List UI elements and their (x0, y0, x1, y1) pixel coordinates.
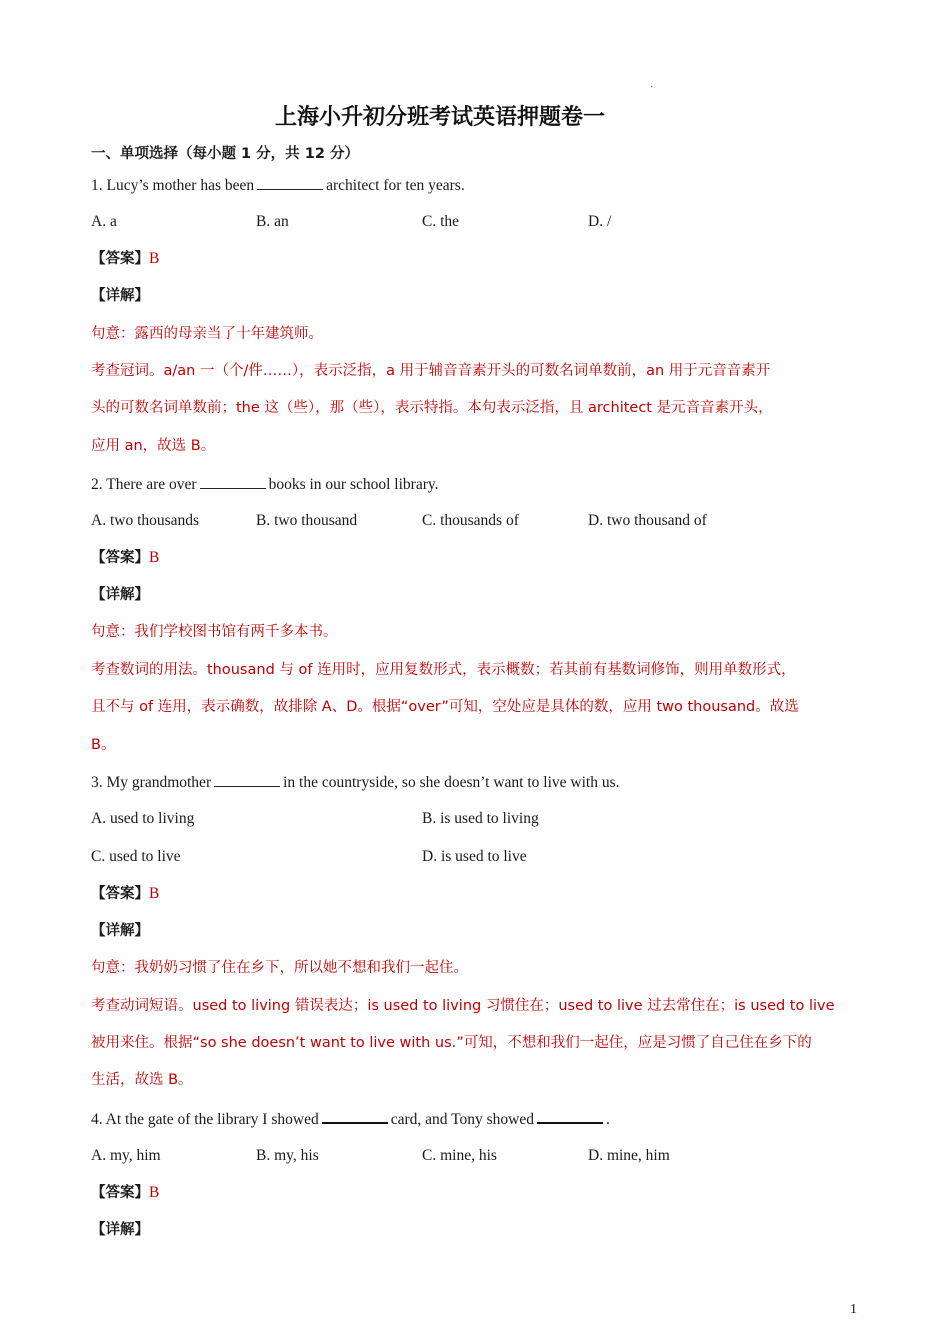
q1-option-a: A. a (91, 213, 117, 230)
q3-explanation-line: 考查动词短语。used to living 错误表达；is used to living 习惯住在；used to live 过去常住在；is used to live (91, 998, 835, 1014)
q4-answer: 【答案】B (91, 1184, 160, 1201)
q1-explanation-line: 头的可数名词单数前；the 这（些），那（些），表示特指。本句表示泛指，且 architect 是元音音素开头， (91, 400, 773, 416)
question-1-stem: 1. Lucy’s mother has been architect for ten years. (91, 177, 465, 194)
q2-meaning: 句意：我们学校图书馆有两千多本书。 (91, 624, 338, 640)
q2-explanation-line: 考查数词的用法。thousand 与 of 连用时，应用复数形式，表示概数；若其前有基数词修饰，则用单数形式， (91, 662, 796, 678)
q2-option-b: B. two thousand (256, 512, 358, 529)
q1-meaning: 句意：露西的母亲当了十年建筑师。 (91, 326, 323, 342)
question-2-stem: 2. There are over books in our school library. (91, 476, 439, 493)
q1-option-c: C. the (422, 213, 460, 230)
q4-detail-label: 【详解】 (91, 1222, 149, 1238)
q3-answer: 【答案】B (91, 885, 160, 902)
q2-answer: 【答案】B (91, 549, 160, 566)
q3-meaning: 句意：我奶奶习惯了住在乡下，所以她不想和我们一起住。 (91, 960, 468, 976)
q3-explanation-line: 生活，故选 B。 (91, 1072, 193, 1088)
q1-explanation-line: 应用 an，故选 B。 (91, 438, 216, 454)
q4-option-a: A. my, him (91, 1147, 161, 1164)
q3-option-d: D. is used to live (422, 848, 527, 865)
answer-blank (537, 1108, 603, 1124)
q3-detail-label: 【详解】 (91, 923, 149, 939)
page-number: 1 (850, 1302, 857, 1317)
answer-blank (257, 175, 323, 190)
q1-answer: 【答案】B (91, 250, 160, 267)
answer-blank (322, 1108, 388, 1124)
q2-explanation-line: 且不与 of 连用，表示确数，故排除 A、D。根据“over”可知，空处应是具体的数，应用 two thousand。故选 (91, 699, 799, 715)
q4-option-d: D. mine, him (588, 1147, 670, 1164)
q2-explanation-line: B。 (91, 737, 116, 753)
answer-blank (200, 474, 266, 489)
q2-detail-label: 【详解】 (91, 587, 149, 603)
q2-option-a: A. two thousands (91, 512, 200, 529)
q3-option-c: C. used to live (91, 848, 181, 865)
section-heading: 一、单项选择（每小题 1 分，共 12 分） (91, 146, 359, 162)
q3-option-a: A. used to living (91, 810, 195, 827)
q3-explanation-line: 被用来住。根据“so she doesn’t want to live with us.”可知，不想和我们一起住，应是习惯了自己住在乡下的 (91, 1035, 812, 1051)
header-dot: · (650, 82, 654, 93)
q4-option-c: C. mine, his (422, 1147, 497, 1164)
q3-option-b: B. is used to living (422, 810, 539, 827)
q1-detail-label: 【详解】 (91, 288, 149, 304)
q1-option-d: D. / (588, 213, 612, 230)
q1-explanation-line: 考查冠词。a/an 一（个/件……），表示泛指，a 用于辅音音素开头的可数名词单数前，an 用于元音音素开 (91, 363, 771, 379)
page-title: 上海小升初分班考试英语押题卷一 (274, 105, 605, 130)
question-4-stem: 4. At the gate of the library I showed card, and Tony showed . (91, 1108, 610, 1130)
question-3-stem: 3. My grandmother in the countryside, so she doesn’t want to live with us. (91, 774, 620, 791)
answer-blank (214, 772, 280, 787)
q2-option-c: C. thousands of (422, 512, 519, 529)
q2-option-d: D. two thousand of (588, 512, 707, 529)
q4-option-b: B. my, his (256, 1147, 319, 1164)
q1-option-b: B. an (256, 213, 289, 230)
